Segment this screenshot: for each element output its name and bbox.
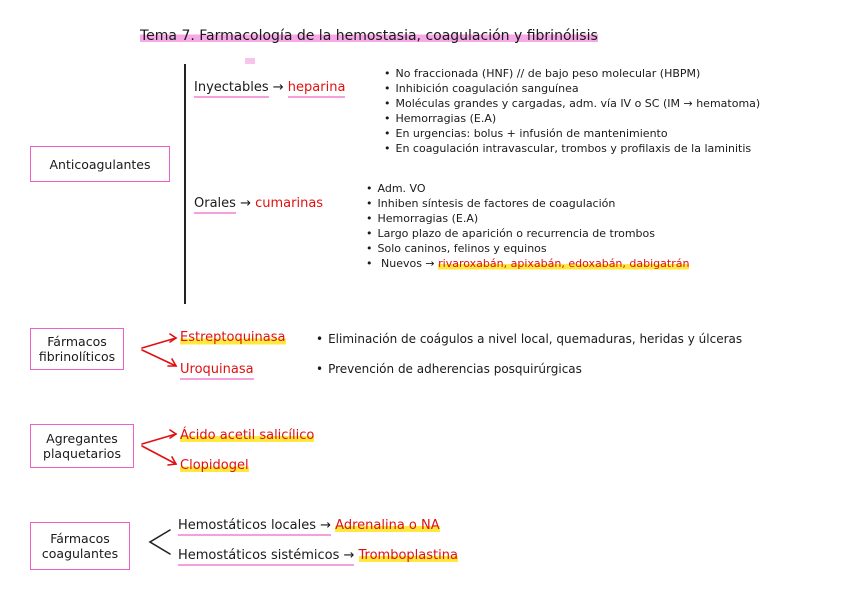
- nuevos-drugs: rivaroxabán, apixabán, edoxabán, dabigatrán: [438, 257, 690, 270]
- arrow-icon: [142, 434, 176, 444]
- bullet-item: • En urgencias: bolus + infusión de mantenimiento: [384, 126, 760, 141]
- arrow-icon: →: [272, 80, 288, 95]
- bullet-item: • Inhiben síntesis de factores de coagulación: [366, 196, 689, 211]
- bullet-item: • En coagulación intravascular, trombos y profilaxis de la laminitis: [384, 141, 760, 156]
- hemostaticos-sistemicos-label: Hemostáticos sistémicos →: [178, 548, 354, 566]
- estreptoquinasa-label: Estreptoquinasa: [180, 330, 286, 345]
- bullet-item: • Hemorragias (E.A): [384, 111, 760, 126]
- bracket-icon: [150, 530, 170, 554]
- acido-acetil-label: Ácido acetil salicílico: [180, 428, 315, 443]
- cumarinas-label: cumarinas: [255, 196, 324, 211]
- bullet-item: • Largo plazo de aparición o recurrencia de trombos: [366, 226, 689, 241]
- nuevos-label: Nuevos →: [381, 257, 435, 270]
- agregantes-label-1: Agregantes: [46, 431, 118, 446]
- clopidogel-label: Clopidogel: [180, 458, 249, 473]
- adrenalina-label: Adrenalina o NA: [335, 518, 440, 533]
- uroquinasa-label: Uroquinasa: [180, 362, 254, 377]
- orales-label: Orales: [194, 196, 236, 214]
- estreptoquinasa-use: • Eliminación de coágulos a nivel local, quemaduras, heridas y úlceras: [316, 332, 742, 347]
- agregantes-label-2: plaquetarios: [43, 446, 121, 461]
- arrow-icon: →: [240, 196, 256, 211]
- page-title: Tema 7. Farmacología de la hemostasia, coagulación y fibrinólisis: [140, 28, 598, 44]
- bullet-item: • Adm. VO: [366, 181, 689, 196]
- bullet-item: • No fraccionada (HNF) // de bajo peso molecular (HBPM): [384, 66, 760, 81]
- anticoagulantes-label: Anticoagulantes: [49, 156, 151, 172]
- bullet-item: • Inhibición coagulación sanguínea: [384, 81, 760, 96]
- coagulantes-label-2: coagulantes: [41, 546, 119, 561]
- tromboplastina-label: Tromboplastina: [358, 548, 458, 563]
- bullet-item: • Moléculas grandes y cargadas, adm. vía IV o SC (IM → hematoma): [384, 96, 760, 111]
- bullet-item: • Solo caninos, felinos y equinos: [366, 241, 689, 256]
- uroquinasa-use: • Prevención de adherencias posquirúrgicas: [316, 362, 582, 377]
- inyectables-label: Inyectables: [194, 80, 269, 98]
- arrow-icon: [142, 350, 176, 366]
- arrow-icon: [142, 446, 176, 464]
- fibrinoliticos-label-1: Fármacos: [47, 334, 107, 349]
- coagulantes-label-1: Fármacos: [50, 531, 110, 546]
- hemostaticos-locales-label: Hemostáticos locales →: [178, 518, 331, 536]
- arrowhead-icon: [170, 430, 176, 438]
- heparina-label: heparina: [288, 80, 346, 98]
- fibrinoliticos-label-2: fibrinolíticos: [38, 349, 116, 364]
- arrow-icon: [142, 338, 176, 348]
- bullet-item: • Hemorragias (E.A): [366, 211, 689, 226]
- arrowhead-icon: [170, 334, 176, 342]
